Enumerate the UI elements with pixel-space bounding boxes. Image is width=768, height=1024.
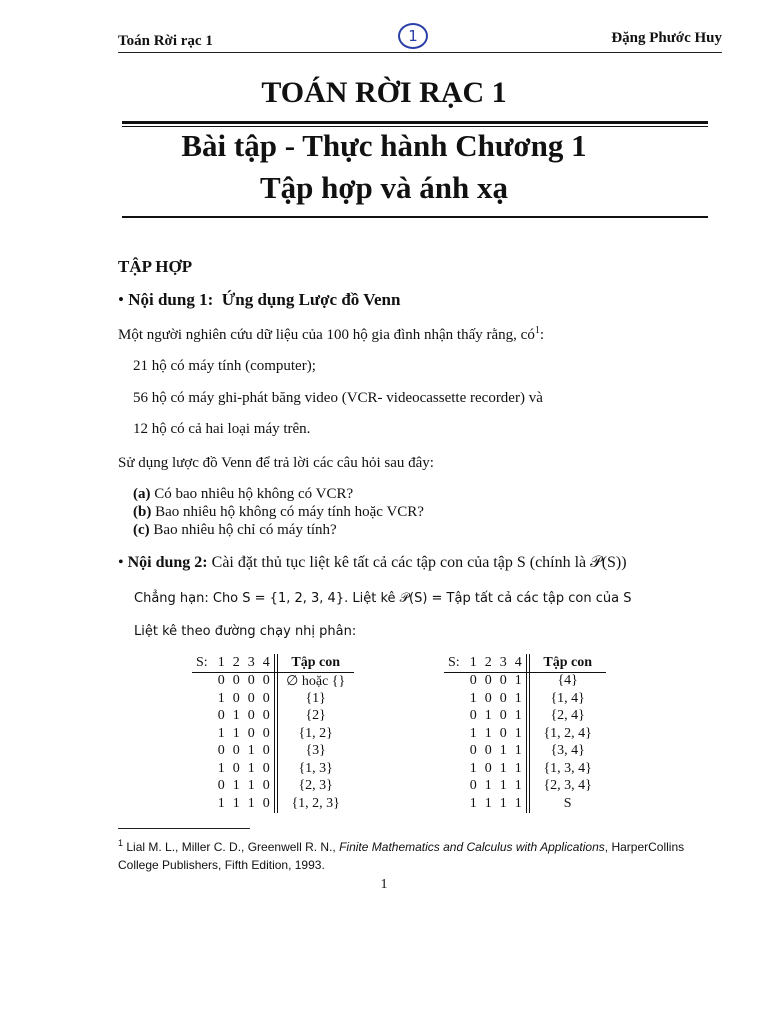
content2-heading xyxy=(118,554,627,572)
bullet-mark: • xyxy=(118,290,124,309)
table-row: 0 0 0 0 ∅ hoặc {} xyxy=(217,673,346,689)
table-row: 1 1 0 1 {1, 2, 4} xyxy=(469,725,592,741)
footnote-divider xyxy=(118,828,250,829)
subset-table-right xyxy=(444,654,606,813)
header-divider xyxy=(118,52,722,53)
table-row: 1 0 0 0 {1} xyxy=(217,690,326,706)
table-row: 1 1 1 0 {1, 2, 3} xyxy=(217,795,340,811)
question-a: (a) Có bao nhiêu hộ không có VCR? xyxy=(133,486,354,502)
content2-example: Chẳng hạn: Cho S = {1, 2, 3, 4}. Liệt kê 𝒫(S) = Tập tất cả các tập con của S xyxy=(134,591,632,606)
title-rule-bottom xyxy=(122,216,708,218)
content1-intro: Một người nghiên cứu dữ liệu của 100 hộ gia đình nhận thấy rằng, $có^1$: xyxy=(118,325,544,343)
footnote xyxy=(118,834,728,874)
question-b: (b) Bao nhiêu hộ không có máy tính hoặc VCR? xyxy=(133,504,424,520)
handwritten-page-mark: 1 xyxy=(398,23,428,49)
document-title: TOÁN RỜI RẠC 1 xyxy=(261,76,507,109)
content1-heading xyxy=(118,290,400,310)
content1-instruction: Sử dụng lược đồ Venn để trả lời các câu hỏi sau đây: xyxy=(118,455,434,471)
table-row: 0 0 1 1 {3, 4} xyxy=(469,743,585,759)
table-row: 1 1 1 1 S xyxy=(469,795,572,811)
table-row: 1 1 0 0 {1, 2} xyxy=(217,725,333,741)
table-label: S: xyxy=(192,654,214,672)
header-author: Đặng Phước Huy xyxy=(611,30,722,46)
content2-text: Cài đặt thủ tục liệt kê tất cả các tập con của tập S (chính là 𝒫(S)) xyxy=(211,554,627,571)
footnote-book-title: Finite Mathematics and Calculus with Applications xyxy=(339,840,605,854)
footnote-publisher: , HarperCollins College Publishers, Fifth Edition, 1993. xyxy=(118,840,685,872)
table-header-row: S: 1 2 3 4 Tập con xyxy=(444,654,606,672)
subset-table-left xyxy=(192,654,354,813)
title-rule-thin xyxy=(122,126,708,127)
footnote-ref: 1 xyxy=(534,325,540,336)
table-set-header: Tập con xyxy=(277,654,354,672)
content1-title: Ứng dụng Lược đồ Venn xyxy=(221,290,401,309)
table-row: 1 0 1 1 {1, 3, 4} xyxy=(469,760,592,776)
table-row: 0 1 0 1 {2, 4} xyxy=(469,708,585,724)
fact-item: 56 hộ có máy ghi-phát băng video (VCR- videocassette recorder) và xyxy=(133,390,543,406)
table-row: 0 0 1 0 {3} xyxy=(217,743,326,759)
fact-item: 12 hộ có cả hai loại máy trên. xyxy=(133,421,311,437)
document-subtitle: Bài tập - Thực hành Chương 1 xyxy=(181,128,587,163)
table-row: 0 1 0 0 {2} xyxy=(217,708,326,724)
footnote-number: 1 xyxy=(118,838,124,848)
table-row: 1 0 0 1 {1, 4} xyxy=(469,690,585,706)
content1-label: Nội dung 1: xyxy=(128,290,214,309)
table-row: 0 1 1 1 {2, 3, 4} xyxy=(469,778,592,794)
table-row: 0 1 1 0 {2, 3} xyxy=(217,778,333,794)
content2-label: Nội dung 2: xyxy=(127,554,208,571)
title-rule-thick xyxy=(122,121,708,124)
table-row: 1 0 1 0 {1, 3} xyxy=(217,760,333,776)
bullet-mark: • xyxy=(118,554,124,571)
page-number: 1 xyxy=(380,877,388,892)
header-course: Toán Rời rạc 1 xyxy=(118,33,213,49)
section-heading: TẬP HỢP xyxy=(118,257,193,276)
document-subtitle-2: Tập hợp và ánh xạ xyxy=(259,170,509,205)
table-set-header: Tập con xyxy=(529,654,606,672)
footnote-authors: Lial M. L., Miller C. D., Greenwell R. N., xyxy=(126,840,336,854)
table-label: S: xyxy=(444,654,466,672)
content2-method: Liệt kê theo đường chạy nhị phân: xyxy=(134,624,357,639)
table-row: 0 0 0 1 {4} xyxy=(469,673,578,689)
table-header-row: S: 1 2 3 4 Tập con xyxy=(192,654,354,672)
fact-item: 21 hộ có máy tính (computer); xyxy=(133,358,316,374)
question-c: (c) Bao nhiêu hộ chỉ có máy tính? xyxy=(133,522,337,538)
